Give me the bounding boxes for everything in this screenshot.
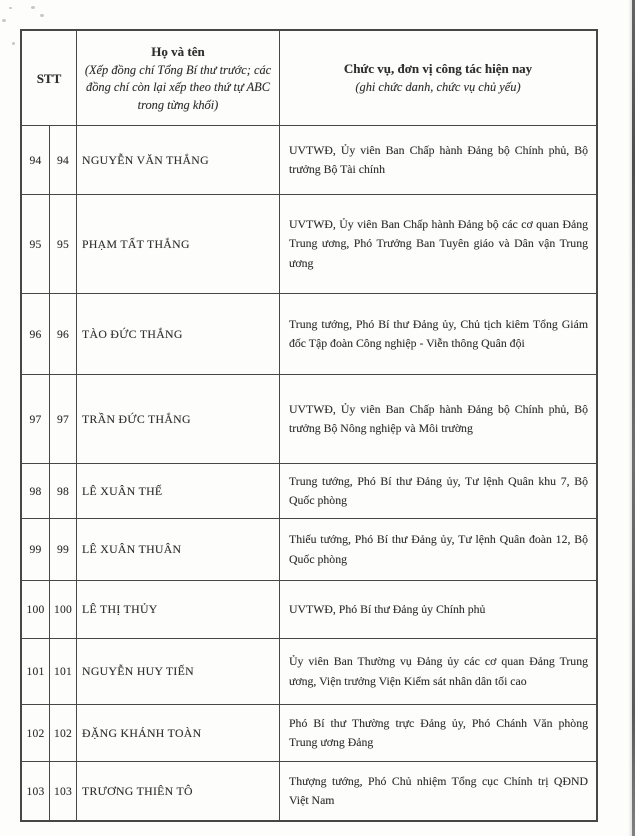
person-name: LÊ THỊ THỦY xyxy=(82,602,158,616)
table-row xyxy=(22,704,596,761)
person-position: Trung tướng, Phó Bí thư Đảng ủy, Tư lệnh Quân khu 7, Bộ Quốc phòng xyxy=(289,473,588,507)
person-name: TRẦN ĐỨC THẮNG xyxy=(82,411,191,426)
stt-cell xyxy=(22,762,50,820)
stt-cell xyxy=(22,705,50,761)
header-position-cell xyxy=(280,31,596,125)
position-cell xyxy=(280,126,596,194)
name-cell xyxy=(77,519,280,580)
name-cell xyxy=(77,762,280,820)
person-name: LÊ XUÂN THUÂN xyxy=(82,542,182,556)
header-name-title: Họ và tên xyxy=(151,43,205,59)
stt-value: 95 xyxy=(57,237,69,251)
person-name: NGUYỄN HUY TIẾN xyxy=(82,664,194,678)
stt-value: 97 xyxy=(57,412,69,426)
stt-value: 98 xyxy=(29,484,42,498)
position-cell xyxy=(280,519,596,580)
pencil-mark xyxy=(2,19,6,22)
header-position-title: Chức vụ, đơn vị công tác hiện nay xyxy=(343,61,533,77)
person-name: TRƯƠNG THIÊN TÔ xyxy=(82,783,193,798)
stt-value: 99 xyxy=(29,543,42,556)
person-position: UVTWĐ, Ủy viên Ban Chấp hành Đảng bộ Chính phủ, Bộ trưởng Bộ Tài chính xyxy=(289,142,588,176)
header-stt-label: STT xyxy=(36,70,62,86)
stt-value: 103 xyxy=(26,784,45,798)
stt-value: 101 xyxy=(54,665,72,678)
stt-cell xyxy=(22,639,50,704)
stt-cell xyxy=(22,294,50,374)
person-position: UVTWĐ, Ủy viên Ban Chấp hành Đảng bộ Chính phủ, Bộ trưởng Bộ Nông nghiệp và Môi trường xyxy=(289,401,588,435)
stt-value: 94 xyxy=(57,153,69,167)
name-cell xyxy=(77,464,280,518)
position-cell xyxy=(280,639,596,704)
stt-value: 97 xyxy=(29,412,42,426)
table-row xyxy=(22,374,596,463)
pencil-mark xyxy=(40,14,44,17)
stt-value: 101 xyxy=(26,665,45,678)
name-cell xyxy=(77,126,280,194)
stt-cell xyxy=(50,762,77,820)
stt-cell xyxy=(22,519,50,580)
name-cell xyxy=(77,195,280,293)
position-cell xyxy=(280,464,596,518)
person-position: UVTWĐ, Phó Bí thư Đảng ủy Chính phủ xyxy=(289,601,486,616)
pencil-mark xyxy=(12,42,15,45)
table-row xyxy=(22,293,596,374)
table-row xyxy=(22,125,596,194)
person-position: UVTWĐ, Ủy viên Ban Chấp hành Đảng bộ các cơ quan Đảng Trung ương, Phó Trưởng Ban Tuyên giáo và Dân vận Trung ương xyxy=(289,216,588,270)
stt-value: 100 xyxy=(54,603,72,616)
stt-value: 103 xyxy=(54,784,72,798)
person-position: Thượng tướng, Phó Chủ nhiệm Tổng cục Chính trị QĐND Việt Nam xyxy=(289,773,588,807)
stt-cell xyxy=(50,126,77,194)
person-name: LÊ XUÂN THẾ xyxy=(82,483,163,498)
stt-cell xyxy=(50,294,77,374)
stt-cell xyxy=(50,705,77,761)
stt-value: 100 xyxy=(26,603,45,616)
name-cell xyxy=(77,375,280,463)
position-cell xyxy=(280,762,596,820)
stt-cell xyxy=(22,126,50,194)
stt-cell xyxy=(50,375,77,463)
stt-cell xyxy=(50,464,77,518)
position-cell xyxy=(280,294,596,374)
stt-cell xyxy=(50,519,77,580)
table-row xyxy=(22,580,596,638)
position-cell xyxy=(280,581,596,638)
stt-value: 98 xyxy=(57,484,69,498)
table-row xyxy=(22,194,596,293)
page-edge-line xyxy=(632,0,635,836)
person-position: Phó Bí thư Thường trực Đảng ủy, Phó Chánh Văn phòng Trung ương Đảng xyxy=(289,715,588,749)
table-row xyxy=(22,518,596,580)
person-position: Ủy viên Ban Thường vụ Đảng ủy các cơ quan Đảng Trung ương, Viện trưởng Viện Kiểm sát nhân dân tối cao xyxy=(289,654,588,688)
stt-value: 99 xyxy=(57,543,69,556)
stt-cell xyxy=(22,375,50,463)
person-name: NGUYỄN VĂN THẮNG xyxy=(82,152,209,167)
name-cell xyxy=(77,581,280,638)
stt-cell xyxy=(22,195,50,293)
position-cell xyxy=(280,375,596,463)
stt-value: 102 xyxy=(26,726,45,740)
header-position-note: (ghi chức danh, chức vụ chủ yếu) xyxy=(355,80,521,95)
stt-value: 102 xyxy=(54,726,72,740)
person-name: ĐẶNG KHÁNH TOÀN xyxy=(82,725,202,740)
header-name-cell xyxy=(77,31,280,125)
person-position: Trung tướng, Phó Bí thư Đảng ủy, Chủ tịch kiêm Tổng Giám đốc Tập đoàn Công nghiệp - Viễn thông Quân đội xyxy=(289,316,588,350)
stt-cell xyxy=(22,581,50,638)
name-cell xyxy=(77,294,280,374)
stt-cell xyxy=(50,195,77,293)
person-name: PHẠM TẤT THẮNG xyxy=(82,236,190,251)
position-cell xyxy=(280,195,596,293)
name-cell xyxy=(77,639,280,704)
personnel-table xyxy=(20,29,598,822)
name-cell xyxy=(77,705,280,761)
person-position: Thiếu tướng, Phó Bí thư Đảng ủy, Tư lệnh Quân đoàn 12, Bộ Quốc phòng xyxy=(289,532,588,566)
stt-value: 94 xyxy=(29,153,42,167)
pencil-mark xyxy=(31,6,35,9)
table-row xyxy=(22,463,596,518)
stt-cell xyxy=(50,639,77,704)
table-row xyxy=(22,638,596,704)
position-cell xyxy=(280,705,596,761)
stt-cell xyxy=(22,464,50,518)
person-name: TÀO ĐỨC THẮNG xyxy=(82,326,183,341)
pencil-mark xyxy=(9,7,12,9)
header-name-note: (Xếp đồng chí Tổng Bí thư trước; các đồng chí còn lại xếp theo thứ tự ABC trong từng khối) xyxy=(84,62,272,112)
table-header-row xyxy=(22,31,596,125)
table-row xyxy=(22,761,596,820)
stt-value: 96 xyxy=(57,327,69,341)
stt-value: 95 xyxy=(29,237,42,251)
header-stt-cell xyxy=(22,31,77,125)
stt-value: 96 xyxy=(29,327,42,341)
stt-cell xyxy=(50,581,77,638)
